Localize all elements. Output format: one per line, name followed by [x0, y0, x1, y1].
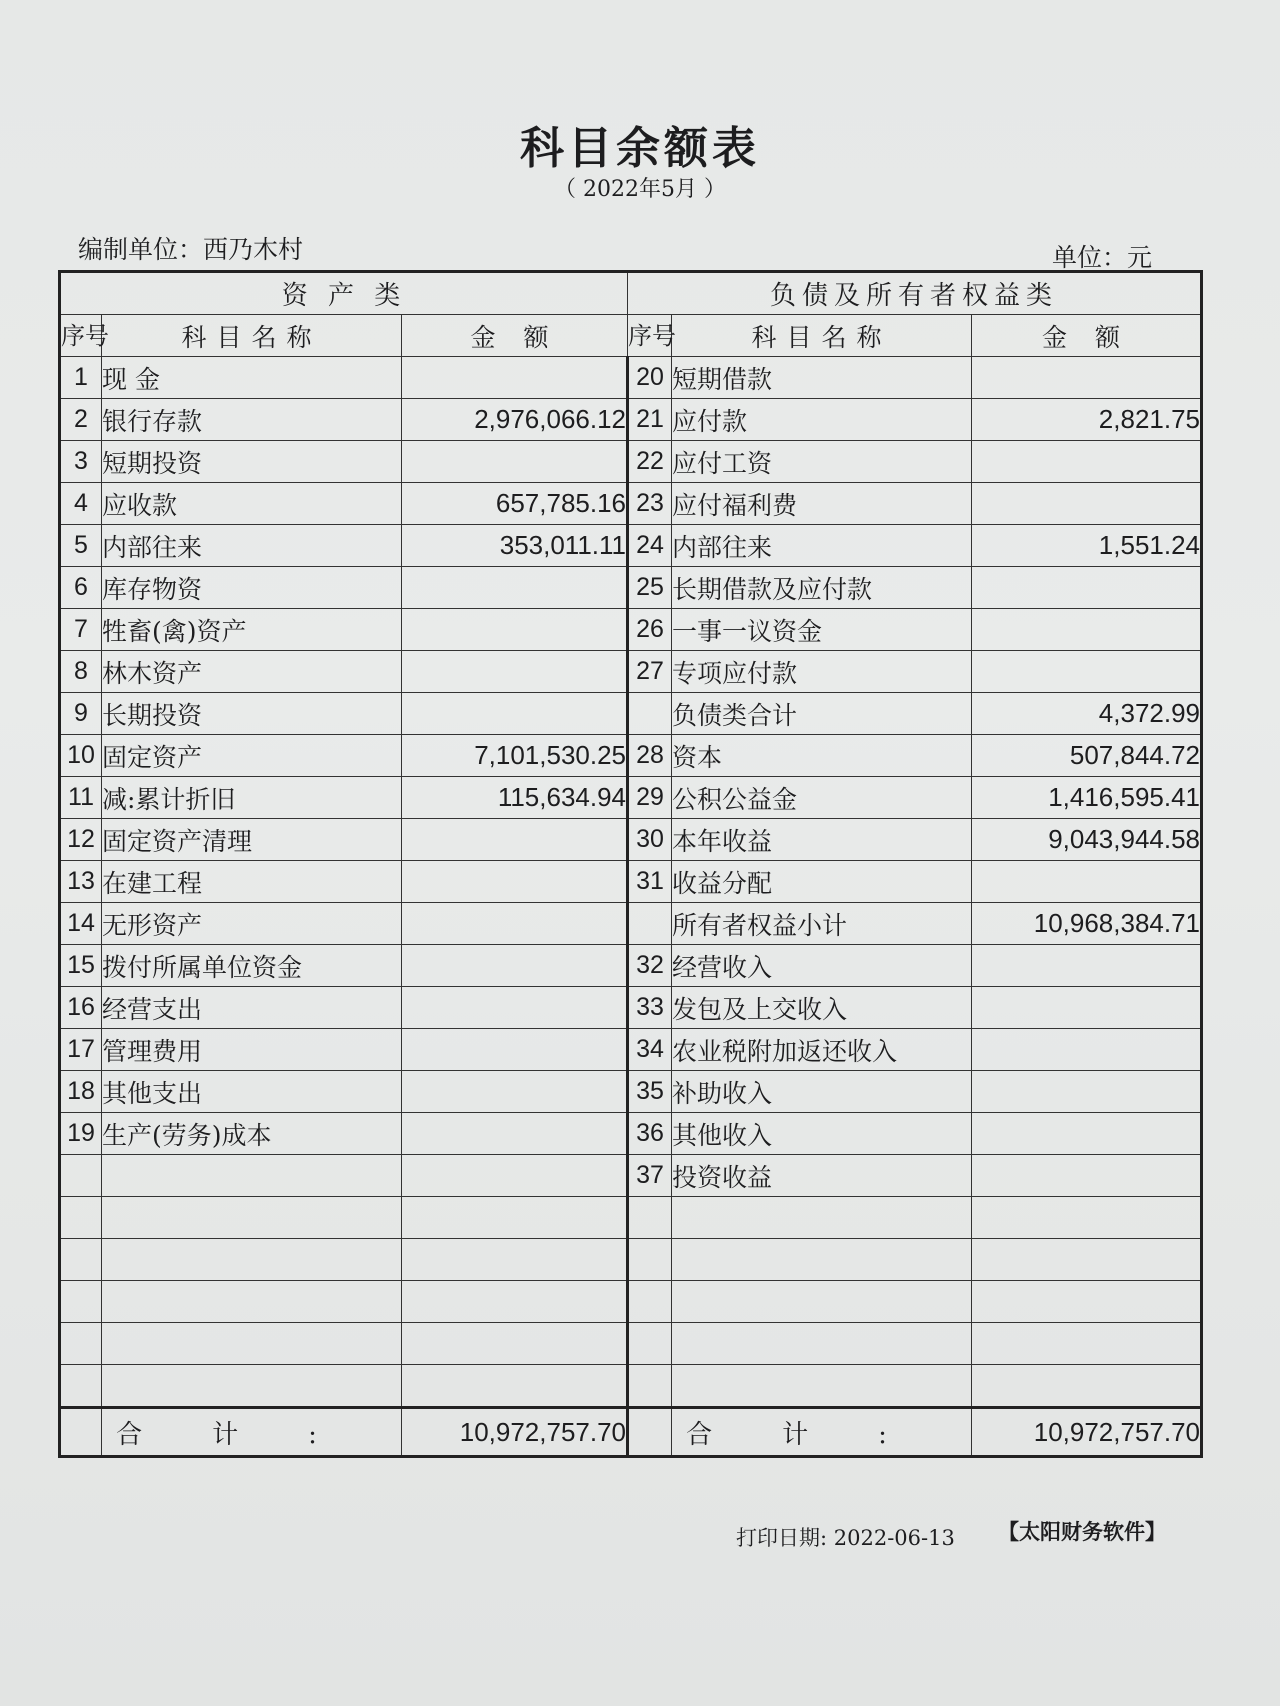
account-name-left: 牲畜(禽)资产 [102, 609, 402, 651]
name-header-right: 科目名称 [672, 315, 972, 357]
seq-left: 15 [60, 945, 102, 987]
seq-left: 14 [60, 903, 102, 945]
seq-right [628, 1239, 672, 1281]
amount-right [972, 357, 1202, 399]
account-name-left: 林木资产 [102, 651, 402, 693]
organization-label: 编制单位：西乃木村 [78, 235, 304, 264]
seq-left: 11 [60, 777, 102, 819]
amount-left [402, 441, 628, 483]
liabilities-section-header: 负债及所有者权益类 [628, 272, 1202, 315]
seq-right: 32 [628, 945, 672, 987]
seq-right: 35 [628, 1071, 672, 1113]
seq-right: 21 [628, 399, 672, 441]
account-name-right: 专项应付款 [672, 651, 972, 693]
seq-right: 34 [628, 1029, 672, 1071]
account-name-right: 补助收入 [672, 1071, 972, 1113]
total-seq-left [60, 1408, 102, 1457]
seq-left: 7 [60, 609, 102, 651]
seq-left [60, 1239, 102, 1281]
report-period: （ 2022年5月 ） [554, 177, 726, 202]
amount-left [402, 693, 628, 735]
table-row [60, 1323, 1202, 1365]
currency-unit-label: 单位：元 [1051, 243, 1152, 272]
amount-right [972, 1113, 1202, 1155]
account-name-right: 其他收入 [672, 1113, 972, 1155]
account-name-left: 生产(劳务)成本 [102, 1113, 402, 1155]
amount-left [402, 567, 628, 609]
amount-right: 507,844.72 [972, 735, 1202, 777]
account-name-left: 其他支出 [102, 1071, 402, 1113]
account-name-right [672, 1197, 972, 1239]
amount-left [402, 1365, 628, 1408]
seq-right: 23 [628, 483, 672, 525]
amount-right: 9,043,944.58 [972, 819, 1202, 861]
account-name-left: 短期投资 [102, 441, 402, 483]
seq-right: 26 [628, 609, 672, 651]
account-name-left: 库存物资 [102, 567, 402, 609]
amount-right [972, 483, 1202, 525]
amount-right: 10,968,384.71 [972, 903, 1202, 945]
total-amount-left: 10,972,757.70 [402, 1408, 628, 1457]
account-name-right: 负债类合计 [672, 693, 972, 735]
seq-left: 3 [60, 441, 102, 483]
amount-left [402, 861, 628, 903]
seq-left: 1 [60, 357, 102, 399]
amount-left [402, 651, 628, 693]
seq-right [628, 1281, 672, 1323]
table-row [60, 357, 1202, 399]
amount-left [402, 1113, 628, 1155]
amount-right: 4,372.99 [972, 693, 1202, 735]
account-name-right: 应付福利费 [672, 483, 972, 525]
table-row [60, 651, 1202, 693]
amount-left [402, 819, 628, 861]
seq-left [60, 1155, 102, 1197]
amount-right [972, 609, 1202, 651]
amount-right [972, 651, 1202, 693]
amount-right [972, 987, 1202, 1029]
total-label-left: 合计: [102, 1408, 402, 1457]
amount-right [972, 1155, 1202, 1197]
account-name-right [672, 1281, 972, 1323]
account-name-left: 现 金 [102, 357, 402, 399]
seq-left: 5 [60, 525, 102, 567]
seq-header-right: 序号 [628, 315, 672, 357]
account-name-left: 内部往来 [102, 525, 402, 567]
table-row [60, 441, 1202, 483]
table-row [60, 483, 1202, 525]
seq-right [628, 1323, 672, 1365]
column-header-row [60, 315, 1202, 357]
amount-left: 353,011.11 [402, 525, 628, 567]
account-name-left [102, 1281, 402, 1323]
account-name-right: 应付款 [672, 399, 972, 441]
amount-right [972, 1323, 1202, 1365]
seq-right [628, 903, 672, 945]
amount-left [402, 1029, 628, 1071]
seq-left: 9 [60, 693, 102, 735]
seq-right [628, 1197, 672, 1239]
table-row [60, 1239, 1202, 1281]
account-name-right: 本年收益 [672, 819, 972, 861]
software-name: 【太阳财务软件】 [998, 1520, 1166, 1544]
amount-right [972, 1239, 1202, 1281]
seq-left [60, 1323, 102, 1365]
account-name-right: 一事一议资金 [672, 609, 972, 651]
seq-header-left: 序号 [60, 315, 102, 357]
table-row [60, 945, 1202, 987]
table-row [60, 777, 1202, 819]
amount-left [402, 1071, 628, 1113]
table-row [60, 609, 1202, 651]
amount-left: 115,634.94 [402, 777, 628, 819]
table-row [60, 903, 1202, 945]
amount-left [402, 987, 628, 1029]
account-name-left: 银行存款 [102, 399, 402, 441]
account-name-right: 公积公益金 [672, 777, 972, 819]
amount-right [972, 1029, 1202, 1071]
amount-left [402, 357, 628, 399]
amount-left: 7,101,530.25 [402, 735, 628, 777]
seq-right: 33 [628, 987, 672, 1029]
account-name-right: 收益分配 [672, 861, 972, 903]
account-name-left: 在建工程 [102, 861, 402, 903]
print-date: 打印日期: 2022-06-13 [736, 1526, 955, 1550]
total-seq-right [628, 1408, 672, 1457]
account-name-right [672, 1239, 972, 1281]
table-row [60, 819, 1202, 861]
seq-left: 17 [60, 1029, 102, 1071]
account-name-right [672, 1365, 972, 1408]
amount-right: 1,416,595.41 [972, 777, 1202, 819]
seq-right: 24 [628, 525, 672, 567]
seq-left: 10 [60, 735, 102, 777]
account-name-left: 拨付所属单位资金 [102, 945, 402, 987]
seq-left: 8 [60, 651, 102, 693]
seq-right: 30 [628, 819, 672, 861]
amount-right [972, 1071, 1202, 1113]
seq-right: 20 [628, 357, 672, 399]
account-name-right: 资本 [672, 735, 972, 777]
total-row [60, 1408, 1202, 1457]
seq-left: 16 [60, 987, 102, 1029]
account-name-left: 固定资产清理 [102, 819, 402, 861]
seq-right: 37 [628, 1155, 672, 1197]
amount-right [972, 945, 1202, 987]
ledger-body [60, 357, 1202, 1457]
assets-section-header: 资 产 类 [60, 272, 628, 315]
table-row [60, 735, 1202, 777]
seq-left: 4 [60, 483, 102, 525]
account-name-left: 固定资产 [102, 735, 402, 777]
account-name-left [102, 1155, 402, 1197]
amount-right [972, 1365, 1202, 1408]
amount-right [972, 567, 1202, 609]
table-row [60, 1281, 1202, 1323]
seq-left: 6 [60, 567, 102, 609]
amount-left [402, 1281, 628, 1323]
account-name-right: 短期借款 [672, 357, 972, 399]
table-row [60, 567, 1202, 609]
table-row [60, 693, 1202, 735]
seq-right [628, 1365, 672, 1408]
seq-left [60, 1365, 102, 1408]
seq-right: 25 [628, 567, 672, 609]
amount-left [402, 903, 628, 945]
table-row [60, 1071, 1202, 1113]
amount-left: 657,785.16 [402, 483, 628, 525]
seq-left: 12 [60, 819, 102, 861]
seq-left [60, 1281, 102, 1323]
table-row [60, 399, 1202, 441]
account-name-left: 减:累计折旧 [102, 777, 402, 819]
account-name-left: 长期投资 [102, 693, 402, 735]
table-row [60, 1155, 1202, 1197]
account-name-left: 无形资产 [102, 903, 402, 945]
account-name-left: 经营支出 [102, 987, 402, 1029]
account-name-right: 投资收益 [672, 1155, 972, 1197]
amount-right [972, 861, 1202, 903]
seq-right: 22 [628, 441, 672, 483]
account-name-left [102, 1197, 402, 1239]
amount-right: 2,821.75 [972, 399, 1202, 441]
amount-left [402, 945, 628, 987]
account-name-right: 所有者权益小计 [672, 903, 972, 945]
balance-table [58, 270, 1203, 1458]
account-name-left: 管理费用 [102, 1029, 402, 1071]
account-name-right: 经营收入 [672, 945, 972, 987]
amount-right [972, 1281, 1202, 1323]
seq-left: 13 [60, 861, 102, 903]
seq-left: 19 [60, 1113, 102, 1155]
account-name-left [102, 1323, 402, 1365]
seq-right: 36 [628, 1113, 672, 1155]
seq-right [628, 693, 672, 735]
table-row [60, 987, 1202, 1029]
table-row [60, 861, 1202, 903]
seq-right: 27 [628, 651, 672, 693]
table-row [60, 525, 1202, 567]
table-row [60, 1029, 1202, 1071]
amount-left [402, 609, 628, 651]
account-name-right: 发包及上交收入 [672, 987, 972, 1029]
seq-right: 29 [628, 777, 672, 819]
total-label-right: 合计: [672, 1408, 972, 1457]
total-amount-right: 10,972,757.70 [972, 1408, 1202, 1457]
account-name-left [102, 1365, 402, 1408]
amount-left: 2,976,066.12 [402, 399, 628, 441]
account-name-right [672, 1323, 972, 1365]
amount-right [972, 441, 1202, 483]
table-row [60, 1197, 1202, 1239]
amount-header-left: 金 额 [402, 315, 628, 357]
amount-left [402, 1155, 628, 1197]
account-name-right: 内部往来 [672, 525, 972, 567]
account-name-right: 应付工资 [672, 441, 972, 483]
table-row [60, 1365, 1202, 1408]
seq-left: 18 [60, 1071, 102, 1113]
account-name-left: 应收款 [102, 483, 402, 525]
name-header-left: 科目名称 [102, 315, 402, 357]
seq-left: 2 [60, 399, 102, 441]
amount-left [402, 1197, 628, 1239]
account-name-right: 农业税附加返还收入 [672, 1029, 972, 1071]
amount-header-right: 金 额 [972, 315, 1202, 357]
section-header-row [60, 272, 1202, 315]
amount-left [402, 1239, 628, 1281]
amount-right [972, 1197, 1202, 1239]
account-name-left [102, 1239, 402, 1281]
account-name-right: 长期借款及应付款 [672, 567, 972, 609]
seq-right: 31 [628, 861, 672, 903]
report-title: 科目余额表 [520, 123, 760, 174]
seq-right: 28 [628, 735, 672, 777]
table-row [60, 1113, 1202, 1155]
seq-left [60, 1197, 102, 1239]
amount-left [402, 1323, 628, 1365]
amount-right: 1,551.24 [972, 525, 1202, 567]
